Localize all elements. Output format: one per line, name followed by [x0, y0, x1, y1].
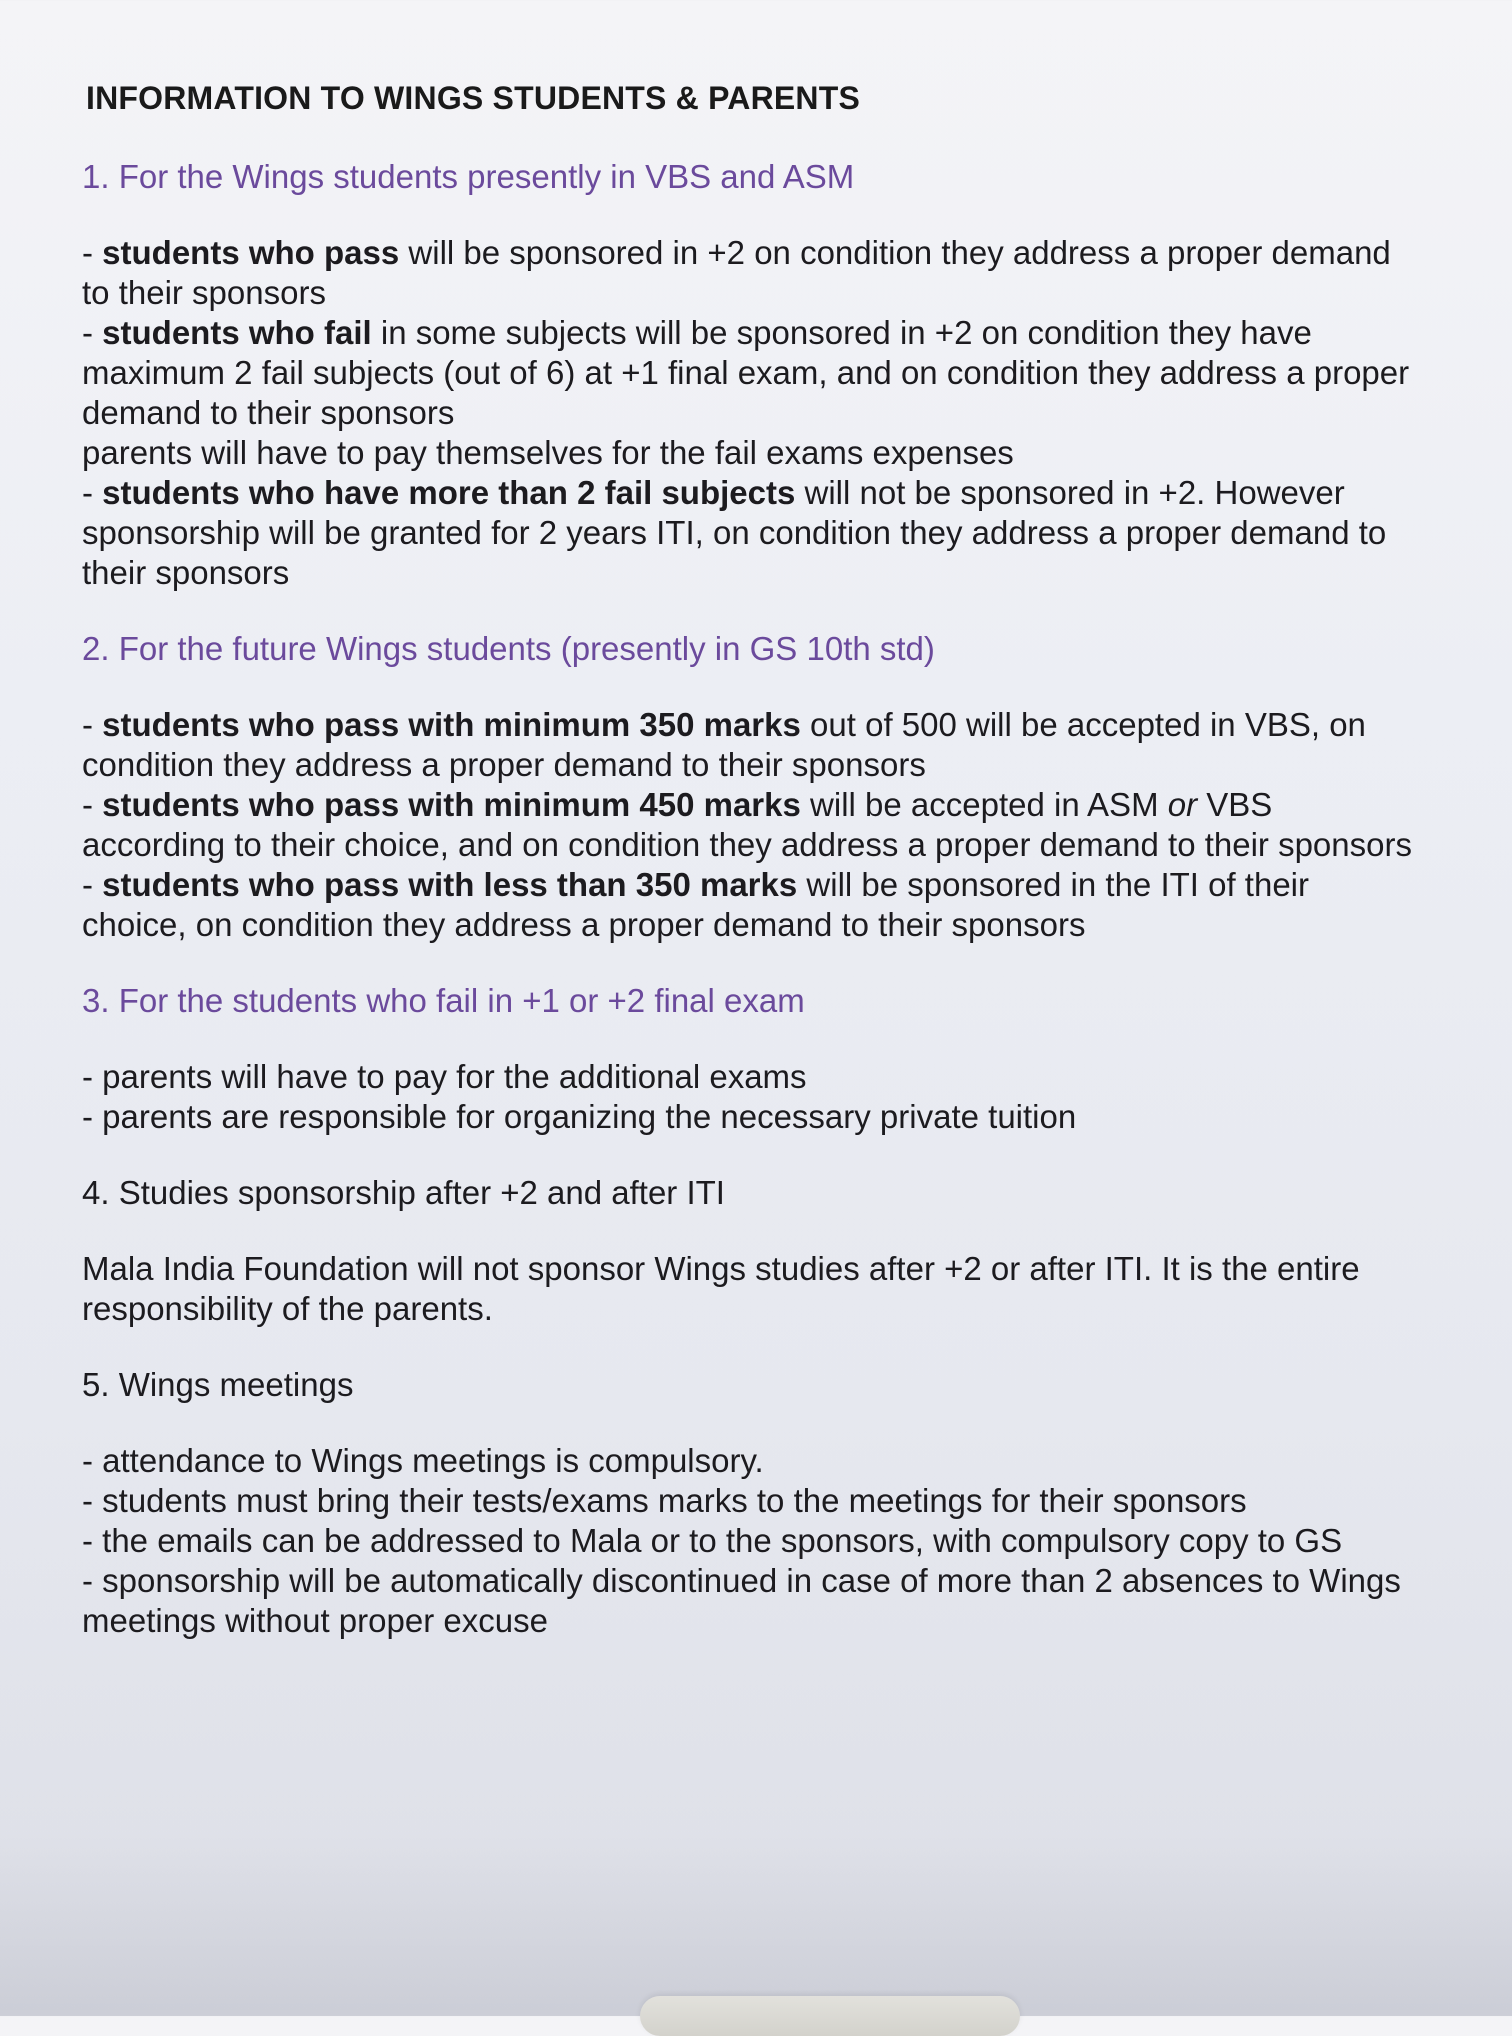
- section-1-item-3-bold: students who have more than 2 fail subjects: [102, 474, 796, 511]
- section-4-text: Mala India Foundation will not sponsor Wings studies after +2 or after ITI. It is the entire responsibility of the parents.: [82, 1250, 1360, 1327]
- section-1-item-1: - students who pass will be sponsored in +2 on condition they address a proper demand to their sponsors: [82, 234, 1391, 311]
- document-title: INFORMATION TO WINGS STUDENTS & PARENTS: [86, 80, 861, 116]
- section-1-item-3: - students who have more than 2 fail subjects will not be sponsored in +2. However sponsorship will be granted for 2 years ITI, on condition they address a proper demand to their sponsors: [82, 474, 1387, 591]
- section-2-heading: 2. For the future Wings students (presently in GS 10th std): [82, 630, 935, 667]
- section-2-item-2: - students who pass with minimum 450 marks will be accepted in ASM or VBS according to their choice, and on condition they address a proper demand to their sponsors: [82, 786, 1412, 863]
- section-1-item-2: - students who fail in some subjects will be sponsored in +2 on condition they have maximum 2 fail subjects (out of 6) at +1 final exam, and on condition they address a proper demand to their sponsors: [82, 314, 1410, 431]
- section-2-item-2-italic: or: [1167, 786, 1198, 823]
- section-4-body: [82, 1249, 1422, 1329]
- section-1-item-1-bold: students who pass: [102, 234, 400, 271]
- section-5-item-4: - sponsorship will be automatically discontinued in case of more than 2 absences to Wings meetings without proper excuse: [82, 1562, 1401, 1639]
- section-1-body: [82, 233, 1422, 593]
- section-2-item-1: - students who pass with minimum 350 marks out of 500 will be accepted in VBS, on condition they address a proper demand to their sponsors: [82, 706, 1366, 783]
- section-1-item-2-bold: students who fail: [102, 314, 372, 351]
- section-5-heading: 5. Wings meetings: [82, 1366, 354, 1403]
- section-1-heading: 1. For the Wings students presently in VBS and ASM: [82, 158, 855, 195]
- section-5-body: [82, 1441, 1422, 1641]
- section-4-heading: 4. Studies sponsorship after +2 and after ITI: [82, 1174, 725, 1211]
- section-3-item-1: - parents will have to pay for the additional exams: [82, 1058, 807, 1095]
- section-5-item-2: - students must bring their tests/exams marks to the meetings for their sponsors: [82, 1482, 1247, 1519]
- section-3-heading: 3. For the students who fail in +1 or +2 final exam: [82, 982, 805, 1019]
- section-2-item-3: - students who pass with less than 350 marks will be sponsored in the ITI of their choice, on condition they address a proper demand to their sponsors: [82, 866, 1309, 943]
- section-2-item-2-bold: students who pass with minimum 450 marks: [102, 786, 801, 823]
- section-3-item-2: - parents are responsible for organizing the necessary private tuition: [82, 1098, 1077, 1135]
- paper-shadow: [0, 1836, 1512, 2016]
- desk-object: [640, 1996, 1020, 2036]
- section-5-item-1: - attendance to Wings meetings is compulsory.: [82, 1442, 764, 1479]
- section-3-body: [82, 1057, 1422, 1137]
- section-5-item-3: - the emails can be addressed to Mala or to the sponsors, with compulsory copy to GS: [82, 1522, 1343, 1559]
- section-2-item-1-bold: students who pass with minimum 350 marks: [102, 706, 801, 743]
- section-2-body: [82, 705, 1422, 945]
- section-1-item-2-note: parents will have to pay themselves for the fail exams expenses: [82, 434, 1014, 471]
- section-2-item-3-bold: students who pass with less than 350 marks: [102, 866, 798, 903]
- document-page: [82, 80, 1422, 1677]
